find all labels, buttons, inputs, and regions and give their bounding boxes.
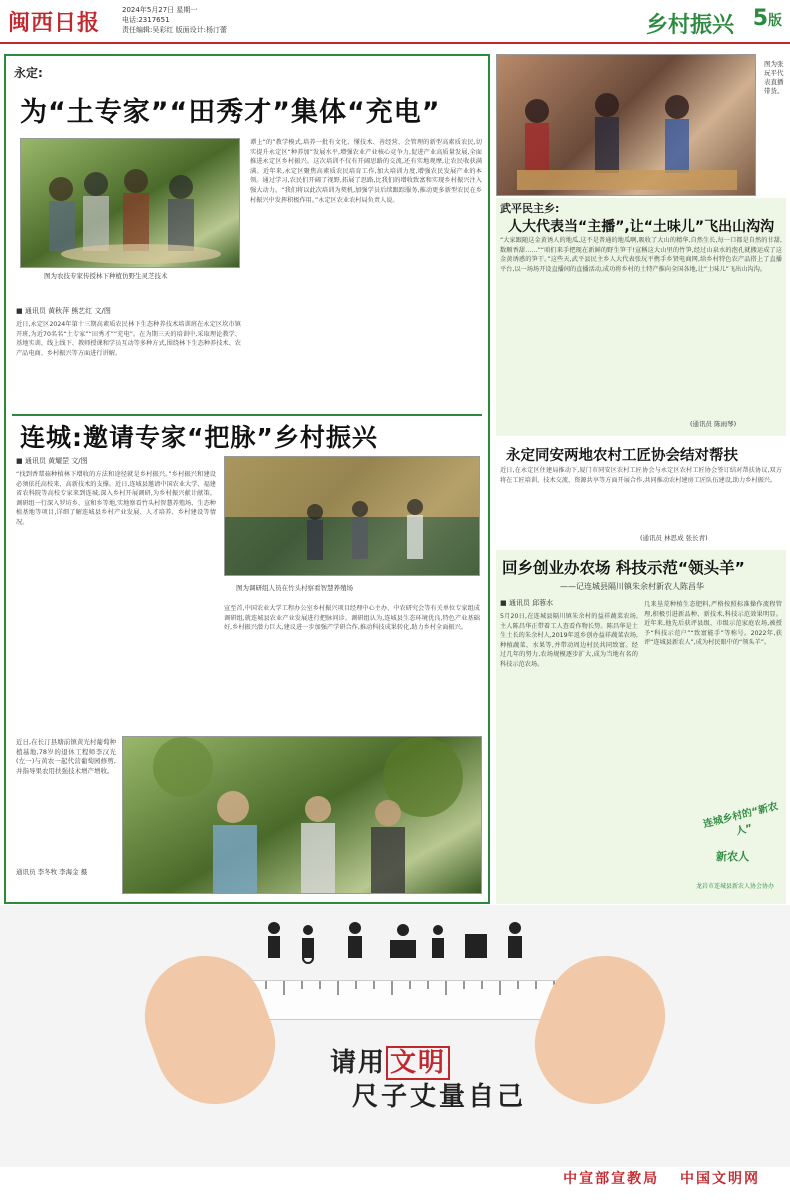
article4-byline: (通讯员 林思成 张长青) bbox=[640, 534, 708, 542]
ad-line-1 bbox=[330, 1042, 450, 1079]
editor-line: 责任编辑:吴彩红 版面设计:杨汀蕾 bbox=[122, 26, 227, 34]
article3-kicker: 武平民主乡: bbox=[500, 202, 560, 215]
section-divider bbox=[12, 414, 482, 416]
article5-badge-title: 连城乡村的“新农人” bbox=[702, 801, 780, 838]
article1-kicker: 永定: bbox=[14, 66, 43, 80]
photo-block-byline: 通讯员 李冬牧 李海金 摄 bbox=[16, 868, 88, 876]
article5-badge-sub: 龙岩市连城县新农人协会协办 bbox=[696, 883, 775, 890]
article1-headline: 为“土专家”“田秀才”集体“充电” bbox=[20, 97, 441, 128]
newspaper-logo: 闽西日报 bbox=[8, 10, 101, 36]
phone-line: 电话:2317651 bbox=[122, 16, 170, 24]
article5-headline: 回乡创业办农场 科技示范“领头羊” bbox=[502, 559, 745, 577]
article1-photo-caption: 图为农技专家传授林下种植仿野生灵芝技术 bbox=[44, 272, 168, 280]
ad-line-1-prefix: 请用 bbox=[330, 1048, 387, 1078]
article1-byline: ■ 通讯员 黄秋萍 熊艺红 文/图 bbox=[16, 307, 111, 315]
photo-illustration bbox=[21, 139, 240, 268]
measuring-tape bbox=[220, 980, 580, 1020]
article3-photo-caption: 图为张玩平代表直播带货。 bbox=[764, 60, 784, 95]
photo-illustration bbox=[225, 457, 480, 576]
article2-photo-caption: 图为调研组人员在竹头村察看智慧养殖场 bbox=[236, 584, 353, 592]
article5-body-left: 5月20日,在连城县隔川镇朱余村的益祥蔬菜农场,主人陈昌华正带着工人查看作物长势。陈昌华是土生土长的朱余村人,2019年返乡创办益祥蔬菜农场,种植蔬菜、水果等,并带动周边村民共同致富。经过几年的努力,农场规模逐步扩大,成为当地有名的科技示范农场。 bbox=[500, 613, 638, 668]
article1-photo bbox=[20, 138, 240, 268]
page-number bbox=[753, 6, 782, 31]
masthead-meta bbox=[122, 5, 227, 35]
ad-line-2: 尺子丈量自己 bbox=[352, 1082, 527, 1112]
photo-block-caption: 近日,在长汀县塘前镇黄光村葡萄种植基地,78岁的退休工程师李汉光(左一)与黄农一起代营葡萄园修剪,并指导果农用扶强技术增产增收。 bbox=[16, 738, 116, 775]
measuring-tape-ticks bbox=[220, 981, 580, 1021]
date-line: 2024年5月27日 星期一 bbox=[122, 6, 198, 14]
civic-icons-illustration bbox=[260, 920, 540, 964]
article2-body-left: “找到香蕈菇种植林下增收的方法和途径就是乡村振兴。”乡村振兴和建设必须依托高校来、高新技术的支撑。近日,连城县邀请中国农业大学、福建省农科院等高校专家来到连城,深入乡村开展调研,为乡村振兴献计献策。调研组一行深入罗坊乡、宣和乡等地,实地察看竹头村智慧养殖场、生态种植基地等项目,详细了解连城县乡村产业发展、人才培养、乡村建设等情况。 bbox=[16, 471, 216, 526]
article2-headline: 连城:邀请专家“把脉”乡村振兴 bbox=[20, 423, 378, 452]
article2-byline: ■ 通讯员 黄耀罡 文/图 bbox=[16, 457, 88, 465]
article4-headline: 永定同安两地农村工匠协会结对帮扶 bbox=[506, 448, 738, 464]
article2-photo bbox=[224, 456, 480, 576]
ad-line-1-keyword: 文明 bbox=[386, 1046, 450, 1080]
article5-badge-logo: 新农人 bbox=[716, 850, 749, 863]
article3-body: “大家跟随这金黄诱人的地瓜,这不是普通的地瓜啊,吸收了大山的精华,自然生长,每一口都是自然的甘甜,数顺香甜……”“咱们来手把现在新鲜的野生笋干!宣稱这大山里的竹笋,经过山泉水的泡孔就搬运成了这金黄诱惑的笋干。”这些天,武平县民主乡人大代表张玩平携手乡贤电商网,给乡村特色农产品搭上了直播平台,以一场场开设直播间的直播活动,成功将乡村的土特产推向全国各地,让“土味儿”飞出山沟沟。 bbox=[500, 237, 782, 273]
article3-photo bbox=[496, 54, 756, 196]
ad-credit-2: 中国文明网 bbox=[680, 1171, 760, 1187]
article5-body-right: 几来垦荒种植生态肥料,严格按照标准操作流程管理,积极引进新品种、新技术,科技示范效果明显。近年来,他先后获评县级、市级示范家庭农场,被授予“科技示范户”“致富能手”等称号。2022年,获评“连城县新农人”,成为村民眼中的“领头羊”。 bbox=[644, 601, 782, 647]
ad-credit-1: 中宣部宣教局 bbox=[563, 1171, 660, 1187]
photo-illustration bbox=[123, 737, 482, 894]
section-title: 乡村振兴 bbox=[645, 13, 734, 38]
ad-credits bbox=[563, 1168, 760, 1188]
article4-body: 近日,在永定区住建局推动下,厦门市同安区农村工匠协会与永定区农村工匠协会签订结对帮扶协议,双方将在工匠培训、技术交流、资源共享等方面开展合作,共同推动农村建房工匠队伍建设,助力乡村振兴。 bbox=[500, 467, 782, 484]
article5-byline: ■ 通讯员 邱蓉水 bbox=[500, 599, 554, 607]
article5-subheadline: ——记连城县隔川镇朱余村新农人陈昌华 bbox=[560, 582, 704, 591]
article3-headline: 人大代表当“主播”,让“土味儿”飞出山沟沟 bbox=[508, 219, 775, 235]
page-number-value: 5 bbox=[752, 6, 768, 31]
photo-illustration bbox=[497, 55, 756, 196]
article3-byline: (通讯员 陈雨琴) bbox=[690, 420, 737, 428]
article1-body-left: 近日,永定区2024年第十三期高素质农民林下生态种养技术培训班在永定区坎市镇开班,为近70名名“土专家”“田秀才”“充电”。在为期三天的培训中,采取理论教学、基地实训、线上线下、教师授课和学员互动等多种方式,围绕林下生态种养技术、农产品电商、乡村振兴等方面进行讲解。 bbox=[16, 321, 241, 357]
photo-block-image bbox=[122, 736, 482, 894]
page-number-suffix: 版 bbox=[768, 13, 782, 29]
article1-body-right: 谭上“的”教学模式,培养一批有文化、懂技术、善经营、会管理的新型高素质农民,切实提升永定区“种养加”发展水平,增强农业产业核心竞争力,促进产业高质量发展,全面推进永定区乡村振兴。这次培训不仅有开阔思路的交流,还有实地观摩,让农民收获满满。近年来,永定区聚焦高素质农民培育工作,加大培训力度,增强农民发展产业的本领。通过学习,农民们开阔了视野,拓展了思路,比我们的增收致富和实现乡村振兴注入强大动力。“我们将以此次培训为契机,加强学员后续跟踪服务,推动更多新型农民在乡村振兴中发挥积极作用。”永定区农业农村局负责人说。 bbox=[250, 139, 482, 204]
article2-body-right: 宣至首,中国农业大学工程办公室乡村振兴项目经理中心主办、中农研究会等有关单位专家组成调研组,就连城县农业产业发展进行把脉问诊。调研组认为,连城县生态环境优良,特色产业基础好,乡村振兴潜力巨大,建议进一步加强产学研合作,推动科技成果转化,助力乡村全面振兴。 bbox=[224, 605, 480, 632]
